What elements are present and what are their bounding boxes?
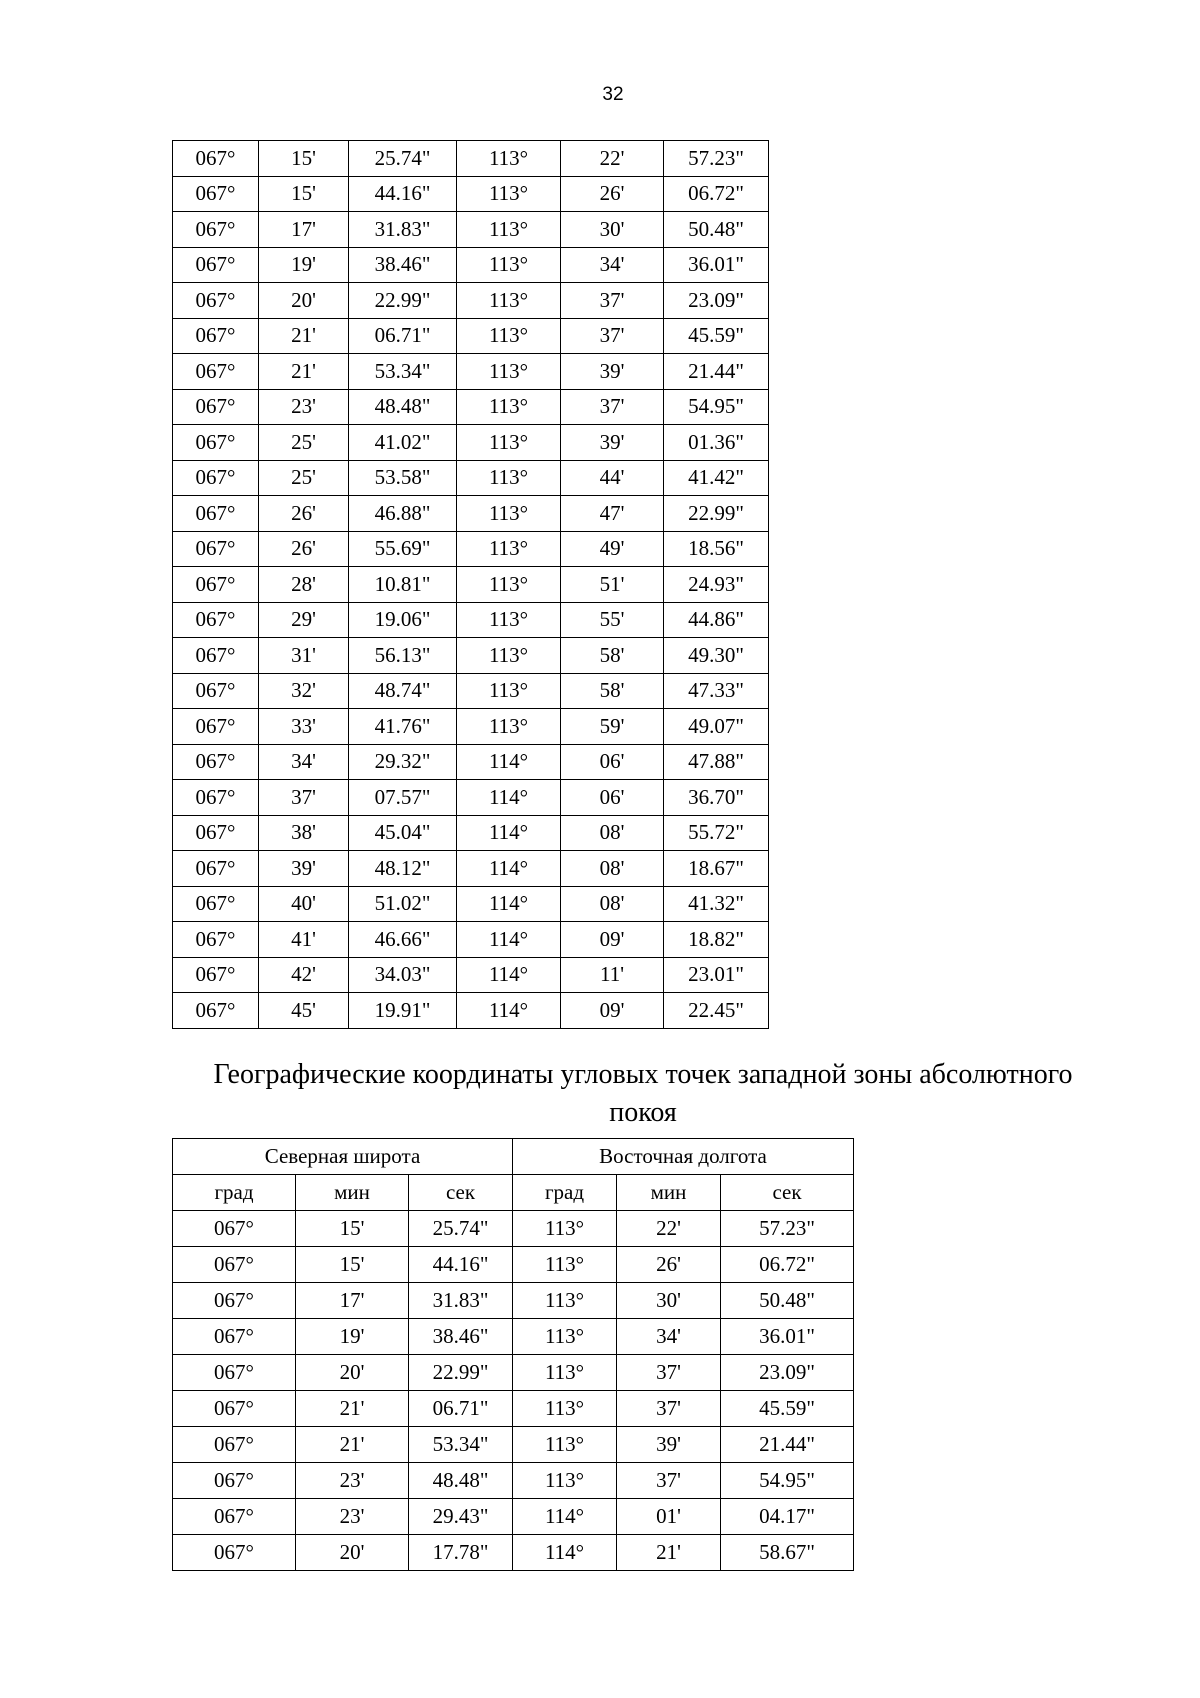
lat-seconds-cell: 31.83" <box>349 212 457 248</box>
lat-minutes-cell: 40' <box>259 886 349 922</box>
lon-minutes-cell: 58' <box>561 673 664 709</box>
lon-degrees-cell: 114° <box>457 851 561 887</box>
lon-seconds-cell: 44.86" <box>664 602 769 638</box>
lon-degrees-cell: 113° <box>457 212 561 248</box>
lat-minutes-cell: 42' <box>259 957 349 993</box>
lon-minutes-cell: 34' <box>617 1319 721 1355</box>
lon-degrees-cell: 114° <box>513 1499 617 1535</box>
lat-minutes-cell: 21' <box>296 1391 409 1427</box>
table-row <box>173 815 769 851</box>
lon-degrees-cell: 113° <box>457 283 561 319</box>
lat-degrees-cell: 067° <box>173 1247 296 1283</box>
lon-minutes-cell: 55' <box>561 602 664 638</box>
table-row <box>173 531 769 567</box>
lat-minutes-cell: 38' <box>259 815 349 851</box>
lat-degrees-cell: 067° <box>173 1355 296 1391</box>
lat-minutes-cell: 45' <box>259 993 349 1029</box>
lat-minutes-cell: 20' <box>259 283 349 319</box>
lat-minutes-cell: 23' <box>296 1463 409 1499</box>
lat-seconds-cell: 38.46" <box>349 247 457 283</box>
lat-degrees-cell: 067° <box>173 673 259 709</box>
lat-degrees-cell: 067° <box>173 1427 296 1463</box>
table-row <box>173 1463 854 1499</box>
lon-seconds-cell: 50.48" <box>721 1283 854 1319</box>
section-title-line-1: Географические координаты угловых точек западной зоны абсолютного <box>213 1059 1073 1090</box>
lat-degrees-cell: 067° <box>173 176 259 212</box>
lon-minutes-cell: 06' <box>561 780 664 816</box>
lon-seconds-cell: 06.72" <box>664 176 769 212</box>
lat-degrees-cell: 067° <box>173 957 259 993</box>
lon-degrees-cell: 114° <box>457 780 561 816</box>
lon-seconds-cell: 18.67" <box>664 851 769 887</box>
lat-minutes-cell: 31' <box>259 638 349 674</box>
lat-minutes-cell: 25' <box>259 460 349 496</box>
lon-degrees-cell: 113° <box>457 318 561 354</box>
table-row <box>173 957 769 993</box>
table-row <box>173 141 769 177</box>
lat-seconds-cell: 48.12" <box>349 851 457 887</box>
lon-seconds-cell: 24.93" <box>664 567 769 603</box>
lon-minutes-cell: 01' <box>617 1499 721 1535</box>
lat-degrees-cell: 067° <box>173 1391 296 1427</box>
lon-seconds-cell: 22.99" <box>664 496 769 532</box>
lat-seconds-cell: 07.57" <box>349 780 457 816</box>
section-title <box>172 1056 1114 1132</box>
lon-minutes-cell: 26' <box>561 176 664 212</box>
lon-degrees-cell: 113° <box>513 1391 617 1427</box>
lon-minutes-cell: 37' <box>561 318 664 354</box>
lon-minutes-cell: 39' <box>561 354 664 390</box>
lon-seconds-cell: 23.09" <box>721 1355 854 1391</box>
lon-seconds-cell: 54.95" <box>721 1463 854 1499</box>
lat-degrees-cell: 067° <box>173 283 259 319</box>
lon-seconds-cell: 22.45" <box>664 993 769 1029</box>
lon-degrees-cell: 113° <box>457 141 561 177</box>
lon-seconds-cell: 45.59" <box>721 1391 854 1427</box>
lat-seconds-cell: 55.69" <box>349 531 457 567</box>
west-zone-coordinates-table <box>172 1138 854 1571</box>
lon-seconds-cell: 23.09" <box>664 283 769 319</box>
lon-degrees-cell: 113° <box>513 1247 617 1283</box>
lat-minutes-cell: 33' <box>259 709 349 745</box>
lon-minutes-cell: 37' <box>617 1463 721 1499</box>
lat-seconds-cell: 34.03" <box>349 957 457 993</box>
table-row <box>173 1499 854 1535</box>
coordinates-table-body <box>173 141 769 1029</box>
lat-seconds-cell: 51.02" <box>349 886 457 922</box>
lat-degrees-cell: 067° <box>173 141 259 177</box>
lat-degrees-cell: 067° <box>173 709 259 745</box>
lon-seconds-cell: 04.17" <box>721 1499 854 1535</box>
lat-minutes-cell: 37' <box>259 780 349 816</box>
lat-degrees-cell: 067° <box>173 354 259 390</box>
lat-seconds-cell: 29.32" <box>349 744 457 780</box>
lat-seconds-cell: 45.04" <box>349 815 457 851</box>
lat-minutes-cell: 41' <box>259 922 349 958</box>
lat-degrees-cell: 067° <box>173 1319 296 1355</box>
lat-minutes-cell: 28' <box>259 567 349 603</box>
lon-seconds-cell: 55.72" <box>664 815 769 851</box>
lat-minutes-cell: 17' <box>296 1283 409 1319</box>
table-row <box>173 1391 854 1427</box>
lat-minutes-cell: 21' <box>259 318 349 354</box>
table-row <box>173 780 769 816</box>
lon-degrees-cell: 113° <box>457 602 561 638</box>
lat-minutes-cell: 17' <box>259 212 349 248</box>
north-latitude-header: Северная широта <box>173 1139 513 1175</box>
lat-minutes-cell: 15' <box>259 141 349 177</box>
table-row <box>173 1427 854 1463</box>
lat-seconds-cell: 38.46" <box>409 1319 513 1355</box>
lon-degrees-cell: 113° <box>457 638 561 674</box>
table-row <box>173 354 769 390</box>
lat-degrees-cell: 067° <box>173 638 259 674</box>
lat-minutes-cell: 26' <box>259 531 349 567</box>
lon-degrees-cell: 114° <box>457 815 561 851</box>
coordinates-table-continued <box>172 140 769 1029</box>
table-row <box>173 922 769 958</box>
lat-seconds-cell: 41.02" <box>349 425 457 461</box>
lat-degrees-cell: 067° <box>173 318 259 354</box>
table-row <box>173 567 769 603</box>
lon-seconds-cell: 47.33" <box>664 673 769 709</box>
lat-seconds-cell: 06.71" <box>349 318 457 354</box>
lat-seconds-cell: 44.16" <box>349 176 457 212</box>
table-row <box>173 638 769 674</box>
lon-seconds-cell: 01.36" <box>664 425 769 461</box>
lon-seconds-cell: 36.01" <box>721 1319 854 1355</box>
lon-degrees-cell: 114° <box>457 886 561 922</box>
lat-degrees-cell: 067° <box>173 922 259 958</box>
column-header-lat-degrees: град <box>173 1175 296 1211</box>
lat-seconds-cell: 44.16" <box>409 1247 513 1283</box>
lon-degrees-cell: 113° <box>513 1355 617 1391</box>
lat-degrees-cell: 067° <box>173 744 259 780</box>
lon-minutes-cell: 39' <box>561 425 664 461</box>
lon-seconds-cell: 49.30" <box>664 638 769 674</box>
lon-degrees-cell: 113° <box>513 1319 617 1355</box>
lon-minutes-cell: 47' <box>561 496 664 532</box>
lat-degrees-cell: 067° <box>173 496 259 532</box>
lon-minutes-cell: 37' <box>561 283 664 319</box>
table-row <box>173 1319 854 1355</box>
lon-minutes-cell: 22' <box>617 1211 721 1247</box>
east-longitude-header: Восточная долгота <box>513 1139 854 1175</box>
lat-degrees-cell: 067° <box>173 1535 296 1571</box>
lat-minutes-cell: 15' <box>296 1211 409 1247</box>
lat-minutes-cell: 39' <box>259 851 349 887</box>
lon-minutes-cell: 30' <box>561 212 664 248</box>
lon-seconds-cell: 21.44" <box>664 354 769 390</box>
lon-minutes-cell: 08' <box>561 815 664 851</box>
lat-degrees-cell: 067° <box>173 602 259 638</box>
lat-minutes-cell: 32' <box>259 673 349 709</box>
lon-seconds-cell: 47.88" <box>664 744 769 780</box>
lat-degrees-cell: 067° <box>173 1463 296 1499</box>
lon-minutes-cell: 44' <box>561 460 664 496</box>
lat-seconds-cell: 53.58" <box>349 460 457 496</box>
lon-minutes-cell: 51' <box>561 567 664 603</box>
table-row <box>173 886 769 922</box>
lat-seconds-cell: 48.74" <box>349 673 457 709</box>
page-number: 32 <box>602 84 624 105</box>
table-row <box>173 1211 854 1247</box>
lon-degrees-cell: 113° <box>457 673 561 709</box>
table-row <box>173 318 769 354</box>
lat-seconds-cell: 56.13" <box>349 638 457 674</box>
lat-degrees-cell: 067° <box>173 780 259 816</box>
table-row <box>173 673 769 709</box>
lon-seconds-cell: 57.23" <box>721 1211 854 1247</box>
lon-degrees-cell: 113° <box>513 1283 617 1319</box>
lon-minutes-cell: 59' <box>561 709 664 745</box>
lon-minutes-cell: 08' <box>561 851 664 887</box>
lat-seconds-cell: 31.83" <box>409 1283 513 1319</box>
lon-minutes-cell: 39' <box>617 1427 721 1463</box>
table-row <box>173 247 769 283</box>
column-header-lat-seconds: сек <box>409 1175 513 1211</box>
lat-minutes-cell: 19' <box>259 247 349 283</box>
lat-seconds-cell: 53.34" <box>409 1427 513 1463</box>
lat-minutes-cell: 20' <box>296 1355 409 1391</box>
lat-seconds-cell: 25.74" <box>409 1211 513 1247</box>
lat-degrees-cell: 067° <box>173 851 259 887</box>
lat-seconds-cell: 29.43" <box>409 1499 513 1535</box>
lat-minutes-cell: 34' <box>259 744 349 780</box>
section-title-line-2: покоя <box>609 1097 677 1128</box>
lat-minutes-cell: 23' <box>259 389 349 425</box>
lon-minutes-cell: 11' <box>561 957 664 993</box>
lon-minutes-cell: 22' <box>561 141 664 177</box>
lon-degrees-cell: 113° <box>513 1463 617 1499</box>
lat-minutes-cell: 19' <box>296 1319 409 1355</box>
lon-minutes-cell: 34' <box>561 247 664 283</box>
lat-degrees-cell: 067° <box>173 1499 296 1535</box>
lon-degrees-cell: 113° <box>457 425 561 461</box>
lon-degrees-cell: 113° <box>457 247 561 283</box>
lat-seconds-cell: 19.06" <box>349 602 457 638</box>
lat-seconds-cell: 48.48" <box>349 389 457 425</box>
table-row <box>173 1247 854 1283</box>
lon-degrees-cell: 114° <box>457 922 561 958</box>
lon-minutes-cell: 06' <box>561 744 664 780</box>
lat-degrees-cell: 067° <box>173 815 259 851</box>
lon-minutes-cell: 26' <box>617 1247 721 1283</box>
lat-seconds-cell: 22.99" <box>349 283 457 319</box>
lon-degrees-cell: 113° <box>457 567 561 603</box>
lon-degrees-cell: 113° <box>457 354 561 390</box>
lon-seconds-cell: 45.59" <box>664 318 769 354</box>
lon-seconds-cell: 58.67" <box>721 1535 854 1571</box>
lon-degrees-cell: 114° <box>457 993 561 1029</box>
lat-seconds-cell: 48.48" <box>409 1463 513 1499</box>
lon-minutes-cell: 58' <box>561 638 664 674</box>
lon-seconds-cell: 41.32" <box>664 886 769 922</box>
table-row <box>173 993 769 1029</box>
lat-degrees-cell: 067° <box>173 886 259 922</box>
lon-minutes-cell: 37' <box>561 389 664 425</box>
table-row <box>173 425 769 461</box>
lat-seconds-cell: 46.88" <box>349 496 457 532</box>
group-header-row <box>173 1139 854 1175</box>
table-row <box>173 1355 854 1391</box>
lon-degrees-cell: 113° <box>457 176 561 212</box>
column-header-lon-minutes: мин <box>617 1175 721 1211</box>
table-header <box>173 1139 854 1211</box>
lat-seconds-cell: 22.99" <box>409 1355 513 1391</box>
table-row <box>173 460 769 496</box>
lat-seconds-cell: 10.81" <box>349 567 457 603</box>
lon-degrees-cell: 113° <box>457 496 561 532</box>
table-row <box>173 212 769 248</box>
lat-degrees-cell: 067° <box>173 1211 296 1247</box>
lat-seconds-cell: 46.66" <box>349 922 457 958</box>
lon-seconds-cell: 41.42" <box>664 460 769 496</box>
table-row <box>173 851 769 887</box>
lat-minutes-cell: 21' <box>296 1427 409 1463</box>
lat-minutes-cell: 25' <box>259 425 349 461</box>
lat-seconds-cell: 25.74" <box>349 141 457 177</box>
lat-seconds-cell: 06.71" <box>409 1391 513 1427</box>
lat-degrees-cell: 067° <box>173 1283 296 1319</box>
column-header-row <box>173 1175 854 1211</box>
lat-degrees-cell: 067° <box>173 425 259 461</box>
table-row <box>173 744 769 780</box>
lon-minutes-cell: 37' <box>617 1355 721 1391</box>
lon-minutes-cell: 30' <box>617 1283 721 1319</box>
west-zone-table-body <box>173 1211 854 1571</box>
lon-minutes-cell: 09' <box>561 993 664 1029</box>
table-row <box>173 602 769 638</box>
lat-minutes-cell: 20' <box>296 1535 409 1571</box>
lon-minutes-cell: 08' <box>561 886 664 922</box>
table-row <box>173 176 769 212</box>
lon-degrees-cell: 114° <box>457 957 561 993</box>
lat-seconds-cell: 17.78" <box>409 1535 513 1571</box>
lat-degrees-cell: 067° <box>173 389 259 425</box>
lon-degrees-cell: 113° <box>513 1211 617 1247</box>
lat-degrees-cell: 067° <box>173 567 259 603</box>
column-header-lon-degrees: град <box>513 1175 617 1211</box>
lon-minutes-cell: 09' <box>561 922 664 958</box>
lat-seconds-cell: 19.91" <box>349 993 457 1029</box>
lon-degrees-cell: 113° <box>513 1427 617 1463</box>
lat-minutes-cell: 23' <box>296 1499 409 1535</box>
table-row <box>173 709 769 745</box>
lon-degrees-cell: 113° <box>457 389 561 425</box>
lat-seconds-cell: 53.34" <box>349 354 457 390</box>
lon-degrees-cell: 113° <box>457 709 561 745</box>
lon-degrees-cell: 113° <box>457 460 561 496</box>
lon-minutes-cell: 37' <box>617 1391 721 1427</box>
lon-seconds-cell: 23.01" <box>664 957 769 993</box>
lon-minutes-cell: 21' <box>617 1535 721 1571</box>
lat-seconds-cell: 41.76" <box>349 709 457 745</box>
lon-seconds-cell: 18.82" <box>664 922 769 958</box>
table-row <box>173 496 769 532</box>
lat-degrees-cell: 067° <box>173 212 259 248</box>
lat-degrees-cell: 067° <box>173 531 259 567</box>
lat-minutes-cell: 15' <box>259 176 349 212</box>
lat-minutes-cell: 26' <box>259 496 349 532</box>
table-row <box>173 389 769 425</box>
lon-seconds-cell: 18.56" <box>664 531 769 567</box>
column-header-lon-seconds: сек <box>721 1175 854 1211</box>
lon-degrees-cell: 114° <box>457 744 561 780</box>
lon-seconds-cell: 36.01" <box>664 247 769 283</box>
table-row <box>173 1283 854 1319</box>
lon-seconds-cell: 49.07" <box>664 709 769 745</box>
lon-seconds-cell: 36.70" <box>664 780 769 816</box>
lon-minutes-cell: 49' <box>561 531 664 567</box>
table-row <box>173 1535 854 1571</box>
lon-degrees-cell: 114° <box>513 1535 617 1571</box>
lat-degrees-cell: 067° <box>173 247 259 283</box>
lon-seconds-cell: 06.72" <box>721 1247 854 1283</box>
lat-degrees-cell: 067° <box>173 460 259 496</box>
lat-minutes-cell: 15' <box>296 1247 409 1283</box>
table-row <box>173 283 769 319</box>
lat-minutes-cell: 21' <box>259 354 349 390</box>
column-header-lat-minutes: мин <box>296 1175 409 1211</box>
lon-seconds-cell: 21.44" <box>721 1427 854 1463</box>
lon-seconds-cell: 50.48" <box>664 212 769 248</box>
lat-minutes-cell: 29' <box>259 602 349 638</box>
lon-seconds-cell: 57.23" <box>664 141 769 177</box>
lon-degrees-cell: 113° <box>457 531 561 567</box>
lat-degrees-cell: 067° <box>173 993 259 1029</box>
lon-seconds-cell: 54.95" <box>664 389 769 425</box>
